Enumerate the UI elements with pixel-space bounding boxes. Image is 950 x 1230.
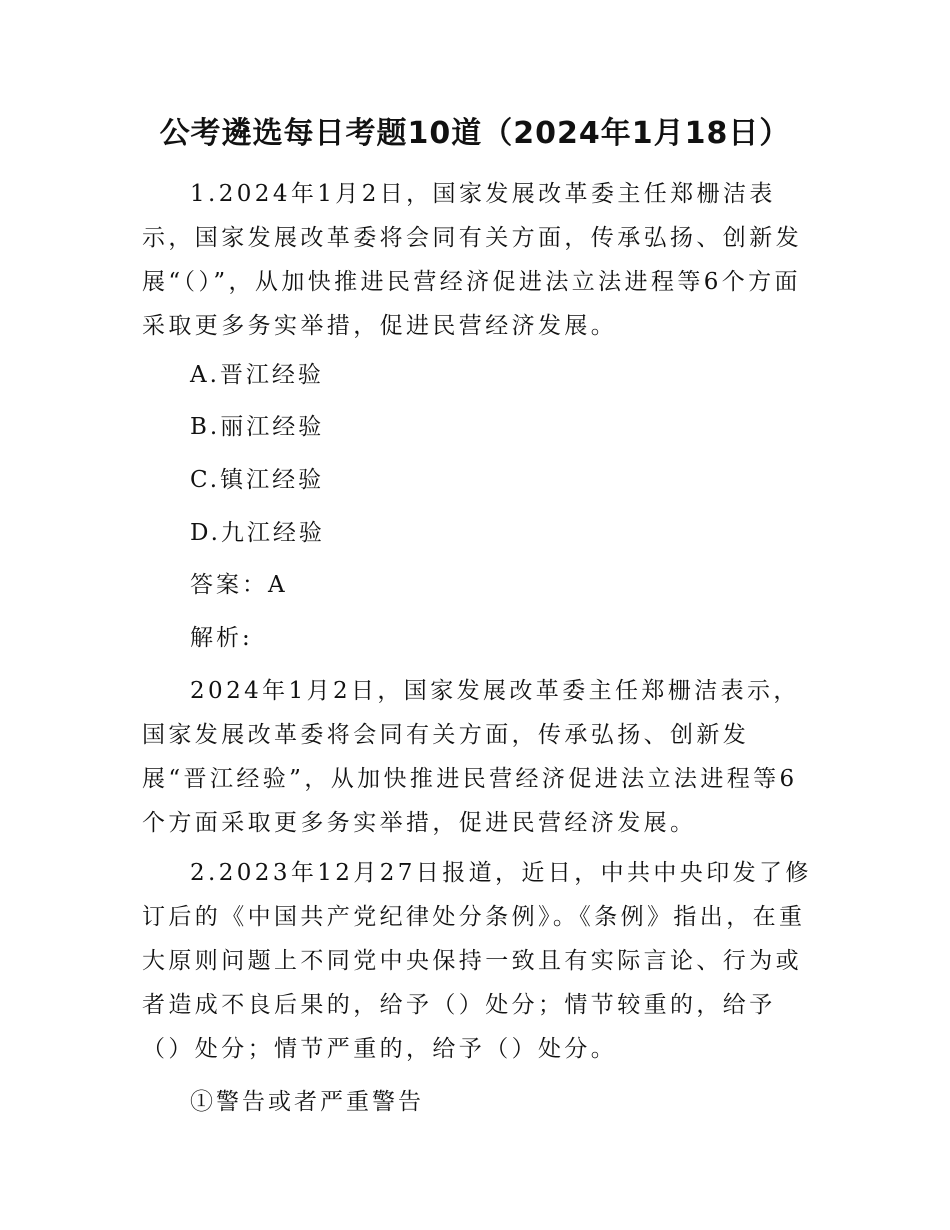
question-2-option-1: ①警告或者严重警告 xyxy=(190,1089,424,1115)
question-1-option-b: B.丽江经验 xyxy=(190,414,325,440)
question-1-option-c: C.镇江经验 xyxy=(190,467,325,493)
question-1-answer: 答案：A xyxy=(190,572,288,598)
question-1-stem: 1.2024年1月2日，国家发展改革委主任郑栅洁表示，国家发展改革委将会同有关方面，传承弘扬、创新发展“（）”，从加快推进民营经济促进法立法进程等6个方面采取更多务实举措，促进民营经济发展。 xyxy=(142,181,802,339)
question-2-stem: 2.2023年12月27日报道，近日，中共中央印发了修订后的《中国共产党纪律处分条例》。《条例》指出，在重大原则问题上不同党中央保持一致且有实际言论、行为或者造成不良后果的，给予（）处分；情节较重的，给予（）处分；情节严重的，给予（）处分。 xyxy=(142,860,812,1062)
question-1-option-a: A.晋江经验 xyxy=(190,362,324,388)
question-1-option-d: D.九江经验 xyxy=(190,520,325,546)
document-title: 公考遴选每日考题10道（2024年1月18日） xyxy=(159,116,791,151)
question-1-analysis-label: 解析: xyxy=(190,625,253,651)
question-1-analysis: 2024年1月2日，国家发展改革委主任郑栅洁表示，国家发展改革委将会同有关方面，传承弘扬、创新发展“晋江经验”，从加快推进民营经济促进法立法进程等6个方面采取更多务实举措，促进民营经济发展。 xyxy=(142,678,800,836)
